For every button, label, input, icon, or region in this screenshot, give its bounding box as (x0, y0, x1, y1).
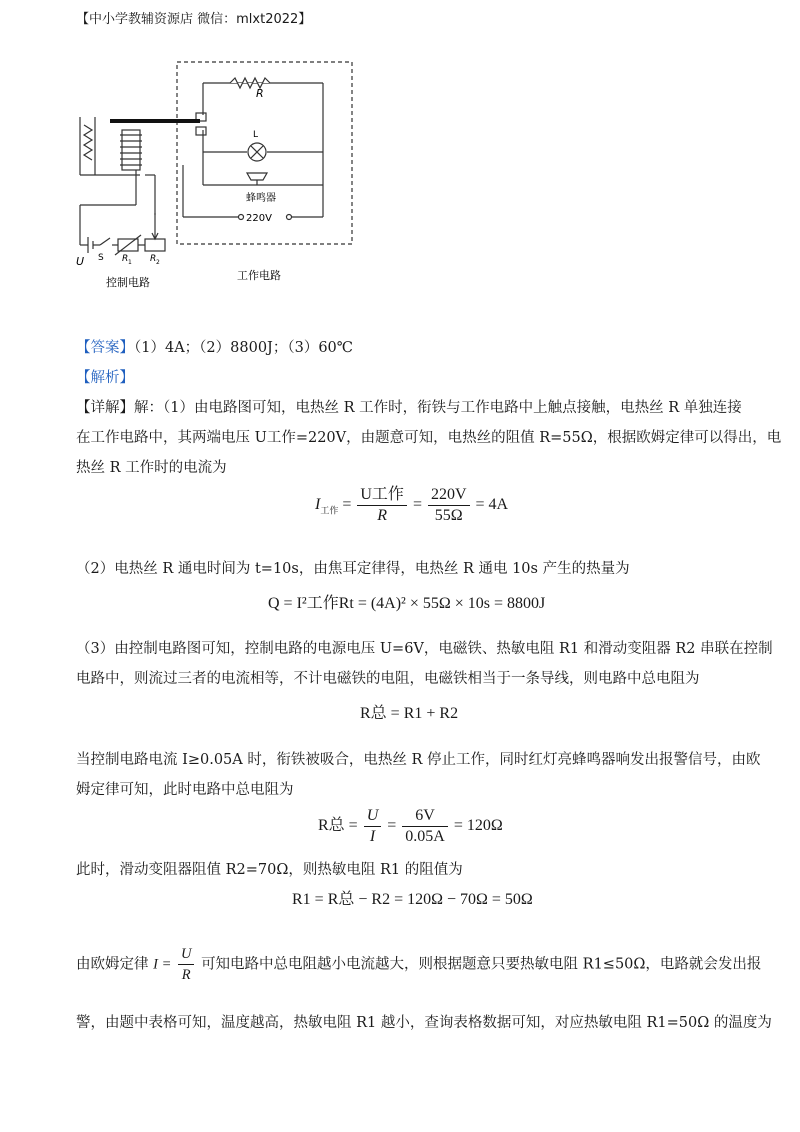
eq1-frac-2 (428, 485, 470, 526)
eq1-num-1: U工作 (357, 485, 407, 506)
caption-control: 控制电路 (106, 276, 150, 289)
eq1-frac-1 (357, 485, 407, 526)
detail-line-11: 警，由题中表格可知，温度越高，热敏电阻 R1 越小，查询表格数据可知，对应热敏电阻 R1=50Ω 的温度为 (76, 1015, 772, 1031)
buzzer-icon (247, 173, 267, 180)
equation-thermistor: R1 = R总 − R2 = 120Ω − 70Ω = 50Ω (292, 891, 533, 908)
eq1-num-2: 220V (428, 485, 470, 506)
label-R1: R (122, 254, 129, 264)
eq4-num-1: U (364, 806, 382, 827)
detail-line-8: 姆定律可知，此时电路中总电阻为 (76, 782, 294, 798)
p6-eq-den: R (181, 967, 191, 983)
eq4-frac-1 (364, 806, 382, 847)
analysis-line (76, 366, 134, 387)
equation-total-resistance: R总 = R1 + R2 (360, 705, 459, 722)
detail-tag: 【详解】 (76, 400, 134, 416)
detail-line-6: 电路中，则流过三者的电流相等，不计电磁铁的电阻，电磁铁相当于一条导线，则电路中总电阻为 (76, 671, 700, 687)
p6-eq-frac (178, 944, 194, 985)
eq4-den-1: I (369, 828, 376, 845)
eq1-result: = 4A (475, 496, 509, 514)
rheostat-R2 (145, 239, 165, 251)
answer-text: （1）4A；（2）8800J；（3）60℃ (134, 340, 354, 356)
caption-work: 工作电路 (237, 269, 281, 282)
detail-text-1: 解：（1）由电路图可知，电热丝 R 工作时，衔铁与工作电路中上触点接触，电热丝 R 单独连接 (134, 400, 742, 416)
eq4-result: = 120Ω (453, 817, 503, 835)
eq1-lhs-sub: 工作 (320, 505, 339, 516)
p6-eq-lhs: I = (153, 956, 172, 973)
label-R2-sub: 2 (156, 259, 160, 266)
eq4-num-2: 6V (402, 806, 448, 827)
label-R: R (256, 87, 264, 100)
spring-icon (84, 125, 92, 160)
detail-line-9: 此时，滑动变阻器阻值 R2=70Ω，则热敏电阻 R1 的阻值为 (76, 862, 463, 878)
detail-line-2: 在工作电路中，其两端电压 U工作=220V，由题意可知，电热丝的阻值 R=55Ω，根据欧姆定律可以得出，电 (76, 430, 782, 446)
label-220V: 220V (246, 213, 272, 224)
p6-post: 可知电路中总电阻越小电流越大，则根据题意只要热敏电阻 R1≤50Ω，电路就会发出报 (201, 956, 762, 973)
analysis-tag: 【解析】 (76, 370, 134, 386)
switch-icon (100, 238, 110, 245)
eq4-lhs: R总 = (318, 817, 358, 835)
electromagnet (122, 130, 140, 170)
eq1-den-1: R (377, 507, 388, 524)
eq1-den-2: 55Ω (434, 507, 463, 524)
circuit-diagram (70, 55, 360, 295)
label-R2: R (150, 254, 157, 264)
label-buzzer: 蜂鸣器 (246, 193, 276, 204)
lower-contact (196, 127, 206, 135)
detail-line-4: （2）电热丝 R 通电时间为 t=10s，由焦耳定律得，电热丝 R 通电 10s 产生的热量为 (76, 561, 630, 577)
detail-line-7: 当控制电路电流 I≥0.05A 时，衔铁被吸合，电热丝 R 停止工作，同时红灯亮蜂鸣器响发出报警信号，由欧 (76, 752, 761, 768)
label-L: L (253, 130, 259, 140)
eq4-frac-2 (402, 806, 448, 847)
label-U: U (76, 255, 85, 268)
detail-line-1 (76, 396, 742, 417)
detail-line-3: 热丝 R 工作时的电流为 (76, 460, 227, 476)
eq1-lhs: I (315, 496, 321, 514)
resistor-R (230, 78, 270, 88)
detail-line-10 (76, 944, 761, 985)
p6-eq-num: U (178, 944, 194, 965)
answer-line (76, 336, 353, 357)
page-header: 【中小学教辅资源店 微信：mlxt2022】 (76, 12, 312, 27)
eq4-den-2: 0.05A (405, 828, 445, 845)
answer-tag: 【答案】 (76, 340, 134, 356)
equation-heat: Q = I²工作Rt = (4A)² × 55Ω × 10s = 8800J (268, 595, 546, 612)
label-S: S (98, 253, 104, 263)
label-R1-sub: 1 (128, 259, 132, 266)
p6-pre: 由欧姆定律 (76, 956, 149, 973)
equation-total-resistance-value: R总 = $\frac{U}{I}$ = $\frac{6V}{0.05A}$ = 120Ω (318, 807, 503, 845)
detail-line-5: （3）由控制电路图可知，控制电路的电源电压 U=6V，电磁铁、热敏电阻 R1 和滑动变阻器 R2 串联在控制 (76, 641, 773, 657)
equation-current: $I_{工作}$ = $\frac{\text{U工作}}{R}$ = $\frac{220V}{55\Omega}$ = 4A (315, 486, 509, 524)
